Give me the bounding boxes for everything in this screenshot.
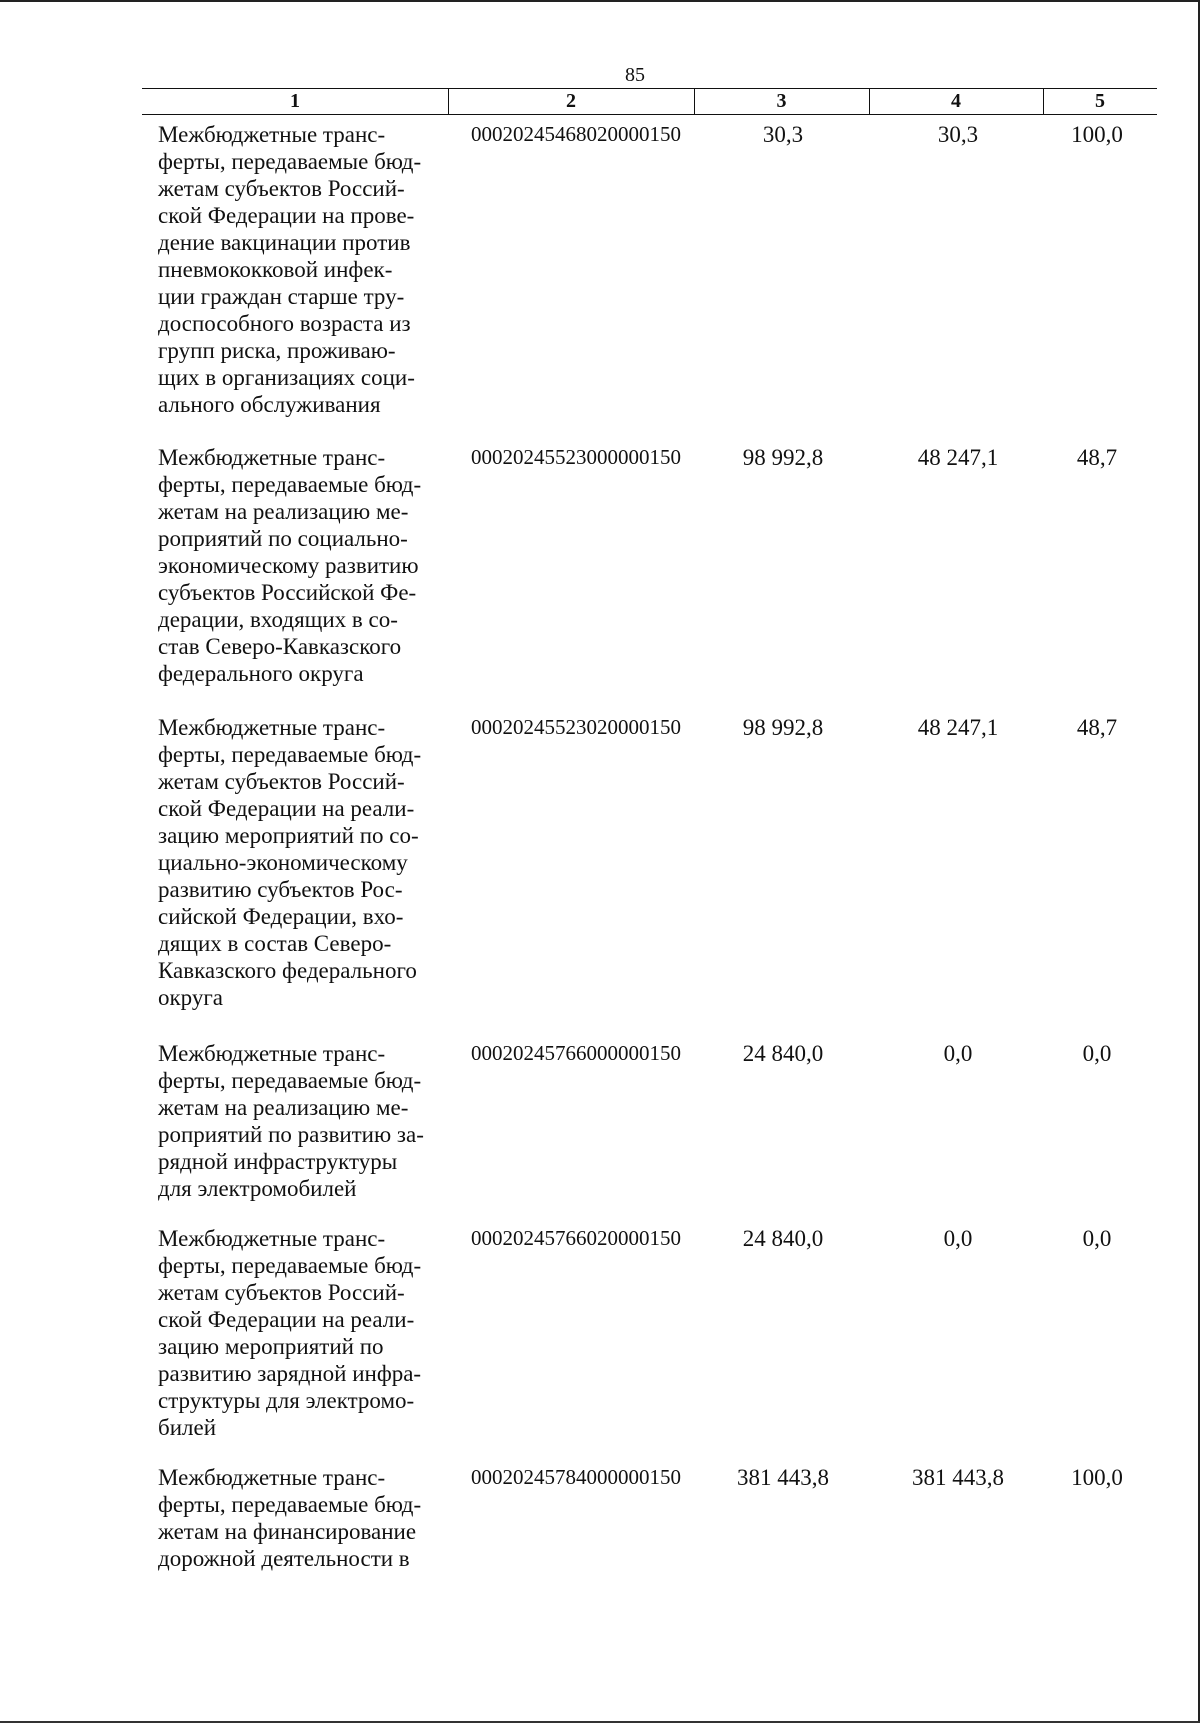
description-line: став Северо-Кавказского <box>158 634 402 659</box>
col-3-value: 24 840,0 <box>742 1226 824 1251</box>
description-line: ферты, передаваемые бюд- <box>158 472 422 497</box>
description-line: рядной инфраструктуры <box>158 1149 398 1174</box>
col-4-value: 0,0 <box>943 1226 973 1251</box>
description-line: пневмококковой инфек- <box>158 257 393 282</box>
description-line: Межбюджетные транс- <box>158 122 386 147</box>
description-line: Межбюджетные транс- <box>158 1465 386 1490</box>
description-line: зацию мероприятий по <box>158 1334 384 1359</box>
table-header-bottom-rule <box>142 114 1157 115</box>
row-description <box>158 714 443 1011</box>
description-line: ской Федерации на реали- <box>158 796 415 821</box>
description-line: ферты, передаваемые бюд- <box>158 1068 422 1093</box>
description-line: жетам субъектов Россий- <box>158 769 405 794</box>
scan-border-top <box>0 0 1200 2</box>
description-line: дерации, входящих в со- <box>158 607 398 632</box>
header-col-5: 5 <box>1095 90 1105 112</box>
budget-code: 00020245784000000150 <box>471 1465 681 1489</box>
row-description <box>158 1040 443 1202</box>
header-col-4: 4 <box>951 90 961 112</box>
description-line: федерального округа <box>158 661 364 686</box>
row-description <box>158 444 443 687</box>
col-4-value: 48 247,1 <box>917 715 999 740</box>
description-line: Межбюджетные транс- <box>158 715 386 740</box>
description-line: развитию субъектов Рос- <box>158 877 403 902</box>
description-line: групп риска, проживаю- <box>158 338 396 363</box>
description-line: жетам на финансирование <box>158 1519 417 1544</box>
description-line: развитию зарядной инфра- <box>158 1361 422 1386</box>
budget-code: 00020245523000000150 <box>471 445 681 469</box>
description-line: зацию мероприятий по со- <box>158 823 419 848</box>
description-line: роприятий по развитию за- <box>158 1122 424 1147</box>
col-5-value: 100,0 <box>1071 1465 1123 1490</box>
col-3-value: 24 840,0 <box>742 1041 824 1066</box>
description-line: Межбюджетные транс- <box>158 1041 386 1066</box>
description-line: ской Федерации на реали- <box>158 1307 415 1332</box>
col-3-value: 30,3 <box>762 122 804 147</box>
description-line: ферты, передаваемые бюд- <box>158 1492 422 1517</box>
col-4-value: 30,3 <box>937 122 979 147</box>
description-line: ции граждан старше тру- <box>158 284 405 309</box>
col-3-value: 381 443,8 <box>737 1465 829 1490</box>
header-col-2: 2 <box>566 90 576 112</box>
description-line: для электромобилей <box>158 1176 357 1201</box>
description-line: структуры для электромо- <box>158 1388 415 1413</box>
description-line: ального обслуживания <box>158 392 381 417</box>
col-3-value: 98 992,8 <box>742 715 824 740</box>
description-line: жетам субъектов Россий- <box>158 176 405 201</box>
header-col-3: 3 <box>776 90 787 112</box>
budget-code: 00020245766000000150 <box>471 1041 681 1065</box>
col-5-value: 100,0 <box>1071 122 1123 147</box>
description-line: ской Федерации на прове- <box>158 203 415 228</box>
description-line: дение вакцинации против <box>158 230 411 255</box>
col-5-value: 0,0 <box>1082 1041 1112 1066</box>
description-line: дящих в состав Северо- <box>158 931 392 956</box>
description-line: субъектов Российской Фе- <box>158 580 417 605</box>
description-line: циально-экономическому <box>158 850 408 875</box>
description-line: щих в организациях соци- <box>158 365 415 390</box>
col-4-value: 0,0 <box>943 1041 973 1066</box>
description-line: ферты, передаваемые бюд- <box>158 742 422 767</box>
description-line: ферты, передаваемые бюд- <box>158 1253 422 1278</box>
budget-code: 00020245766020000150 <box>471 1226 681 1250</box>
header-col-1: 1 <box>290 90 300 112</box>
description-line: жетам субъектов Россий- <box>158 1280 405 1305</box>
budget-code: 00020245468020000150 <box>471 122 681 146</box>
description-line: роприятий по социально- <box>158 526 408 551</box>
description-line: Межбюджетные транс- <box>158 445 386 470</box>
description-line: ферты, передаваемые бюд- <box>158 149 422 174</box>
description-line: сийской Федерации, вхо- <box>158 904 404 929</box>
col-4-value: 48 247,1 <box>917 445 999 470</box>
col-3-value: 98 992,8 <box>742 445 824 470</box>
description-line: дорожной деятельности в <box>158 1546 410 1571</box>
description-line: Межбюджетные транс- <box>158 1226 386 1251</box>
row-description <box>158 1464 443 1572</box>
description-line: экономическому развитию <box>158 553 419 578</box>
budget-code: 00020245523020000150 <box>471 715 681 739</box>
row-description <box>158 1225 443 1441</box>
description-line: округа <box>158 985 224 1010</box>
col-5-value: 48,7 <box>1076 715 1118 740</box>
description-line: доспособного возраста из <box>158 311 411 336</box>
description-line: Кавказского федерального <box>158 958 417 983</box>
description-line: билей <box>158 1415 217 1440</box>
col-5-value: 48,7 <box>1076 445 1118 470</box>
page-number: 85 <box>625 64 645 86</box>
description-line: жетам на реализацию ме- <box>158 499 409 524</box>
row-description <box>158 121 443 418</box>
table-header-row <box>142 89 1157 114</box>
description-line: жетам на реализацию ме- <box>158 1095 409 1120</box>
col-4-value: 381 443,8 <box>912 1465 1004 1490</box>
col-5-value: 0,0 <box>1082 1226 1112 1251</box>
